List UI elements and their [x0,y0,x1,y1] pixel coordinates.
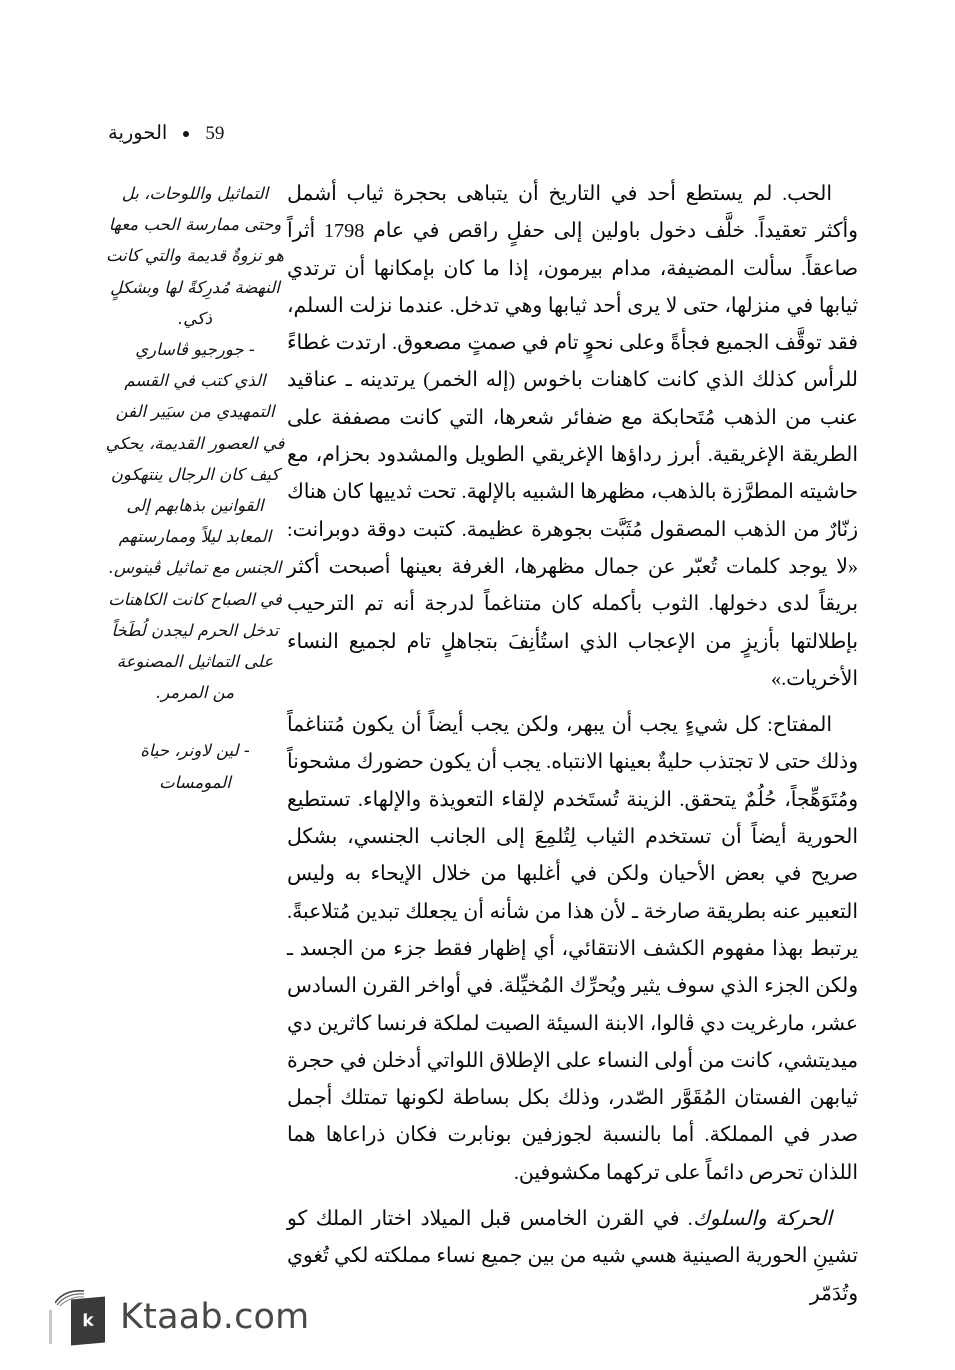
paragraph-3-text: في القرن الخامس قبل الميلاد اختار الملك كو تشينِ الحورية الصينية هسي شيه من بين جميع نساء مملكته لكي تُغوي وتُدَمّر [287,1208,858,1305]
page-number: 59 [205,123,225,144]
body-column [287,176,858,1313]
sidebar-attribution-1: - جورجيو ڤاساري [135,340,255,360]
running-head [0,120,955,154]
book-letter-mark: k [82,1310,94,1331]
sidebar-quote-note: الذي كتب في القسم التمهيدي من سيَير الفن في العصور القديمة، يحكي كيف كان الرجال ينتهكون القوانين بذهابهم إلى المعابد ليلاً وممارستهم الجنس مع تماثيل ڤينوس. في الصباح كانت الكاهنات تدخل الحرم ليجدن لُطَخاً على التماثيل المصنوعة من المرمر. [105,371,285,703]
sidebar-quote-body: التماثيل واللوحات، بل وحتى ممارسة الحب معها هو نزوةٌ قديمة والتي كانت النهضة مُدرِكةً لها وبشكلٍ ذكي. [105,184,285,328]
bullet-separator-icon [183,131,189,137]
paragraph-2 [287,707,858,1192]
sidebar-attribution-2: - لين لاونر، حياة المومسات [140,741,250,792]
paragraph-3 [287,1201,858,1313]
watermark [63,1288,309,1346]
watermark-brand: Ktaab.com [120,1297,310,1337]
chapter-title: الحورية [108,123,168,144]
book-spine-icon [49,1310,52,1344]
sidebar-spacer [104,708,286,735]
paragraph-1 [287,176,858,698]
sidebar-pullquote [104,178,286,798]
paragraph-1-text: الحب. لم يستطع أحد في التاريخ أن يتباهى بحجرة ثياب أشمل وأكثر تعقيداً. خلَّف دخول باولين إلى حفلٍ راقص في عام 1798 أثراً صاعقاً. سألت المضيفة، مدام بيرمون، إذا ما كان بإمكانها أن ترتدي ثيابها في منزلها، حتى لا يرى أحد ثيابها وهي تدخل. عندما نزلت السلم، فقد توقَّف الجميع فجأةً وعلى نحوٍ تام في صمتٍ مصعوق. ارتدت غطاءً للرأس كذلك الذي كانت كاهنات باخوس (إله الخمر) يرتدينه ـ عناقيد عنب من الذهب مُتَحابكة مع ضفائر شعرها، التي كانت مصففة على الطريقة الإغريقية. أبرز رداؤها الإغريقي الطويل والمشدود بحزام، مع حاشيته المطرَّزة بالذهب، مظهرها الشبيه بالإلهة. تحت ثدييها كان هناك زنّارٌ من الذهب المصقول مُثَبَّت بجوهرة عظيمة. كتبت دوقة دوبرانت: «لا يوجد كلمات تُعبّر عن جمال مظهرها، الغرفة بعينها أصبحت أكثر بريقاً لدى دخولها. الثوب بأكمله كان متناغماً لدرجة أنه تم الترحيب بإطلالتها بأزيزٍ من الإعجاب الذي استُأنِفَ بتجاهلٍ تام لجميع النساء الأخريات.» [287,183,858,690]
book-icon [63,1288,107,1346]
paragraph-3-lead-term: الحركة والسلوك. [688,1208,832,1231]
paragraph-2-text: المفتاح: كل شيءٍ يجب أن يبهر، ولكن يجب أيضاً أن يكون مُتناغماً وذلك حتى لا تجتذب حليةٌ بعينها الانتباه. يجب أن يكون حضورك مشحوناً ومُتَوَهِّجاً، حُلُمٌ يتحقق. الزينة تُستَخدم لإلقاء التعويذة والإلهاء. تستطيع الحورية أيضاً أن تستخدم الثياب لِتُلمِعَ إلى الجانب الجنسي، بشكل صريح في بعض الأحيان ولكن في أغلبها من خلال الإيحاء به وليس التعبير عنه بطريقة صارخة ـ لأن هذا من شأنه أن يجعلك تبدين مُتلاعبةً. يرتبط بهذا مفهوم الكشف الانتقائي، أي إظهار فقط جزء من الجسد ـ ولكن الجزء الذي سوف يثير ويُحرِّك المُخيِّلة. في أواخر القرن السادس عشر، مارغريت دي ڤالوا، الابنة السيئة الصيت لملكة فرنسا كاثرين دي ميديتشي، كانت من أولى النساء على الإطلاق اللواتي أدخلن في حجرة ثيابهن الفستان المُقَوَّر الصّدر، وذلك بكل بساطة لكونها تمتلك أجمل صدر في المملكة. أما بالنسبة لجوزفين بونابرت فكان ذراعاها هما اللذان تحرص دائماً على تركهما مكشوفين. [287,714,858,1184]
page-content [0,176,955,1305]
running-head-inner [108,120,224,148]
